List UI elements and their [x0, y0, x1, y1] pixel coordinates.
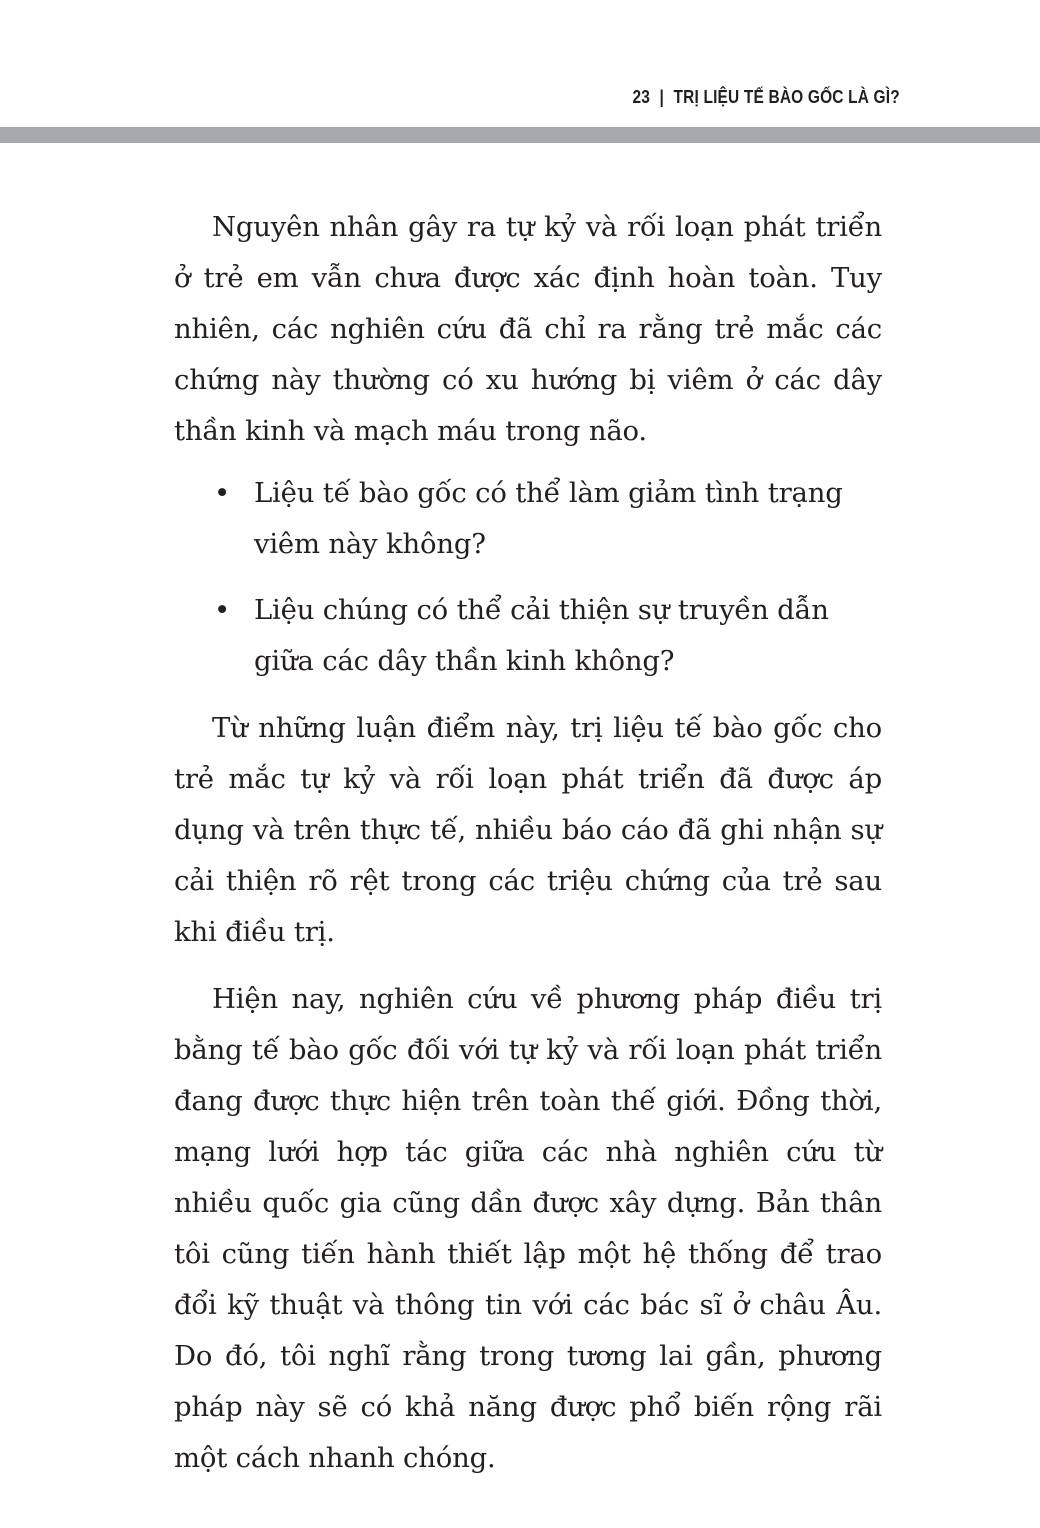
- body-paragraph: Từ những luận điểm này, trị liệu tế bào gốc cho trẻ mắc tự kỷ và rối loạn phát triển đã được áp dụng và trên thực tế, nhiều báo cáo đã ghi nhận sự cải thiện rõ rệt trong các triệu chứng của trẻ sau khi điều trị.: [174, 712, 882, 948]
- body-paragraph: Hiện nay, nghiên cứu về phương pháp điều trị bằng tế bào gốc đối với tự kỷ và rối loạn phát triển đang được thực hiện trên toàn thế giới. Đồng thời, mạng lưới hợp tác giữa các nhà nghiên cứu từ nhiều quốc gia cũng dần được xây dựng. Bản thân tôi cũng tiến hành thiết lập một hệ thống để trao đổi kỹ thuật và thông tin với các bác sĩ ở châu Âu. Do đó, tôi nghĩ rằng trong tương lai gần, phương pháp này sẽ có khả năng được phổ biến rộng rãi một cách nhanh chóng.: [174, 983, 882, 1474]
- bullet-text: Liệu chúng có thể cải thiện sự truyền dẫn giữa các dây thần kinh không?: [254, 594, 829, 677]
- page-body: [174, 202, 882, 1484]
- chapter-title: TRỊ LIỆU TẾ BÀO GỐC LÀ GÌ?: [673, 87, 900, 107]
- bullet-icon: •: [214, 477, 231, 509]
- bullet-list: [174, 468, 882, 687]
- bullet-icon: •: [214, 594, 231, 626]
- bullet-text: Liệu tế bào gốc có thể làm giảm tình trạng viêm này không?: [254, 477, 843, 560]
- header-rule-bar: [0, 127, 1040, 143]
- running-header: [633, 87, 900, 108]
- header-rule: [0, 127, 1040, 143]
- body-paragraph: Nguyên nhân gây ra tự kỷ và rối loạn phát triển ở trẻ em vẫn chưa được xác định hoàn toàn. Tuy nhiên, các nghiên cứu đã chỉ ra rằng trẻ mắc các chứng này thường có xu hướng bị viêm ở các dây thần kinh và mạch máu trong não.: [174, 211, 882, 447]
- header-separator: |: [659, 87, 665, 107]
- bullet-item: [174, 585, 882, 687]
- page-number: 23: [632, 87, 651, 107]
- bullet-item: [174, 468, 882, 570]
